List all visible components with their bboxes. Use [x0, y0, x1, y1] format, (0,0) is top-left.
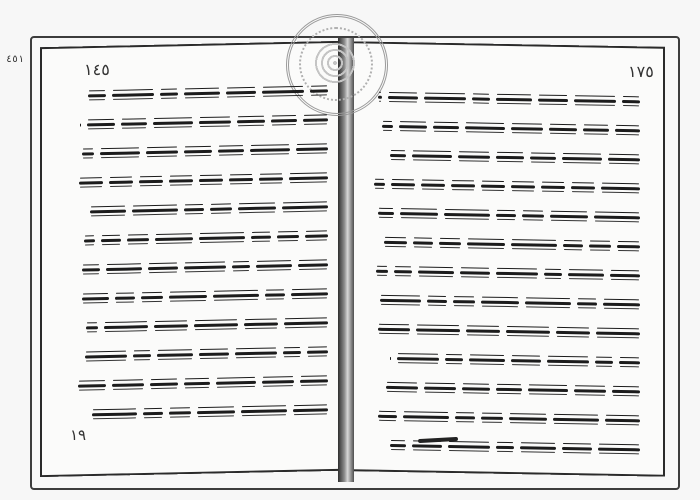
ink-stroke	[403, 415, 449, 419]
ink-stroke	[397, 357, 439, 361]
ink-stroke	[303, 118, 328, 122]
ink-stroke	[160, 93, 178, 96]
ink-stroke	[127, 238, 149, 241]
manuscript-line	[78, 257, 328, 280]
manuscript-line	[372, 90, 640, 113]
ink-stroke	[433, 126, 459, 129]
ink-stroke	[237, 120, 265, 124]
ink-stroke	[210, 207, 232, 210]
ink-stroke	[199, 120, 231, 124]
ink-stroke	[563, 244, 583, 247]
ink-stroke	[605, 419, 640, 423]
ink-stroke	[544, 273, 562, 276]
ink-stroke	[82, 297, 109, 301]
ink-stroke	[424, 97, 466, 101]
seal-center	[313, 41, 357, 85]
ink-stroke	[400, 212, 438, 216]
ink-stroke	[528, 388, 568, 392]
ink-stroke	[547, 360, 589, 364]
ink-stroke	[445, 358, 463, 361]
ink-stroke	[226, 91, 256, 95]
ink-stroke	[199, 352, 229, 356]
ink-stroke	[238, 206, 276, 210]
ink-stroke	[538, 99, 568, 103]
ink-stroke	[568, 273, 604, 277]
ink-stroke	[241, 409, 287, 413]
ink-stroke	[184, 208, 204, 211]
ink-stroke	[583, 128, 609, 131]
ink-stroke	[310, 89, 328, 92]
ink-stroke	[511, 185, 535, 188]
ink-stroke	[391, 183, 415, 186]
ink-stroke	[418, 270, 454, 274]
manuscript-line	[78, 286, 328, 309]
ink-stroke	[412, 154, 452, 158]
manuscript-line	[372, 351, 640, 374]
folio-number-right: ١٧٥	[628, 62, 654, 81]
ink-stroke	[388, 96, 418, 100]
ink-stroke	[277, 235, 299, 238]
ink-stroke	[603, 303, 640, 307]
ink-stroke	[92, 412, 137, 416]
manuscript-line	[372, 235, 640, 258]
ink-stroke	[472, 97, 490, 100]
ink-stroke	[82, 152, 94, 155]
left-page-text-block	[78, 83, 328, 436]
ink-stroke	[262, 380, 294, 384]
ink-stroke	[184, 382, 210, 386]
ink-stroke	[85, 355, 127, 359]
ink-stroke	[413, 241, 433, 244]
ink-stroke	[100, 151, 140, 155]
ink-stroke	[298, 263, 328, 267]
ink-stroke	[550, 215, 588, 219]
ink-stroke	[601, 187, 640, 191]
ink-stroke	[291, 292, 328, 296]
ink-stroke	[133, 354, 151, 357]
ink-stroke	[232, 265, 250, 268]
manuscript-line	[372, 322, 640, 345]
ink-stroke	[307, 350, 328, 353]
ink-stroke	[305, 234, 328, 237]
ink-stroke	[571, 186, 595, 189]
ink-stroke	[511, 359, 541, 363]
ink-stroke	[520, 446, 556, 450]
ink-stroke	[511, 243, 557, 247]
ink-stroke	[218, 149, 244, 153]
manuscript-line	[372, 293, 640, 316]
ink-stroke	[115, 296, 135, 299]
manuscript-line	[78, 199, 328, 222]
manuscript-line	[78, 112, 328, 135]
manuscript-line	[372, 409, 640, 432]
ink-stroke	[448, 445, 490, 449]
ink-stroke	[617, 245, 640, 248]
ink-stroke	[577, 302, 597, 305]
ink-stroke	[506, 330, 550, 334]
ink-stroke	[541, 186, 565, 189]
ink-stroke	[235, 351, 277, 355]
folio-number-bottom: ١٩	[70, 426, 87, 444]
ink-stroke	[386, 386, 418, 390]
manuscript-line	[78, 141, 328, 164]
ink-stroke	[465, 126, 505, 130]
ink-stroke	[421, 184, 445, 187]
ink-stroke	[595, 361, 613, 364]
ink-stroke	[244, 322, 278, 326]
ink-stroke	[390, 444, 406, 447]
catalog-mark: ٤٥١	[6, 54, 25, 65]
right-page-text-block	[372, 90, 640, 472]
manuscript-line	[372, 148, 640, 171]
ink-stroke	[197, 410, 235, 414]
ink-stroke	[82, 268, 100, 271]
ink-stroke	[139, 180, 163, 184]
ink-stroke	[112, 93, 154, 97]
ink-stroke	[380, 299, 421, 303]
ink-stroke	[509, 417, 547, 421]
ink-stroke	[283, 351, 301, 354]
ink-stroke	[458, 155, 490, 159]
ink-stroke	[157, 353, 193, 357]
ink-stroke	[574, 99, 616, 103]
ink-stroke	[382, 125, 393, 128]
ink-stroke	[453, 300, 475, 303]
ink-stroke	[511, 127, 543, 131]
ink-stroke	[184, 266, 226, 270]
ink-stroke	[522, 214, 544, 217]
ink-stroke	[87, 123, 115, 127]
ink-stroke	[496, 214, 516, 217]
manuscript-line	[372, 380, 640, 403]
manuscript-line	[372, 206, 640, 229]
ink-stroke	[496, 98, 532, 102]
ink-stroke	[451, 184, 475, 187]
ink-stroke	[300, 379, 328, 383]
ink-stroke	[184, 92, 220, 96]
ink-stroke	[467, 242, 505, 246]
ink-stroke	[589, 244, 611, 247]
ink-stroke	[90, 210, 126, 214]
ink-stroke	[150, 383, 178, 387]
ink-stroke	[169, 411, 191, 414]
ink-stroke	[86, 326, 98, 329]
ink-stroke	[390, 154, 406, 157]
ink-stroke	[154, 324, 188, 328]
ink-stroke	[553, 418, 599, 422]
ink-stroke	[460, 271, 490, 275]
ink-stroke	[481, 417, 503, 420]
ink-stroke	[229, 178, 253, 182]
manuscript-line	[78, 83, 328, 106]
manuscript-line	[372, 119, 640, 142]
manuscript-line	[78, 373, 328, 396]
ink-stroke	[289, 176, 328, 180]
ink-stroke	[271, 119, 297, 123]
manuscript-line	[78, 344, 328, 367]
ink-stroke	[84, 239, 95, 242]
ink-stroke	[199, 236, 245, 240]
ink-stroke	[153, 121, 193, 125]
ink-stroke	[293, 408, 328, 412]
ink-stroke	[378, 212, 394, 215]
ink-stroke	[101, 239, 121, 242]
ink-stroke	[496, 156, 524, 159]
ink-stroke	[378, 96, 382, 99]
ink-stroke	[374, 183, 385, 186]
ink-stroke	[262, 90, 304, 94]
ink-stroke	[104, 325, 148, 329]
ink-stroke	[612, 390, 640, 393]
ink-stroke	[412, 444, 442, 448]
ink-stroke	[496, 446, 514, 449]
ink-stroke	[378, 328, 410, 332]
ink-stroke	[384, 241, 407, 244]
ink-stroke	[146, 151, 178, 155]
ink-stroke	[143, 412, 163, 415]
ink-stroke	[109, 180, 133, 184]
ink-stroke	[169, 295, 207, 299]
ink-stroke	[378, 415, 397, 418]
ink-stroke	[622, 100, 640, 103]
ink-stroke	[216, 381, 256, 385]
ink-stroke	[194, 323, 238, 327]
ink-stroke	[112, 383, 144, 387]
ink-stroke	[481, 301, 519, 305]
ink-stroke	[455, 416, 475, 419]
ink-stroke	[132, 209, 178, 213]
ink-stroke	[594, 216, 640, 220]
ink-stroke	[424, 387, 456, 391]
ink-stroke	[496, 388, 522, 391]
manuscript-line	[372, 438, 640, 461]
folio-number-left: ١٤٥	[84, 60, 110, 79]
ink-stroke	[598, 448, 640, 452]
ink-stroke	[265, 293, 285, 296]
ink-stroke	[256, 264, 292, 268]
ink-stroke	[481, 185, 505, 188]
manuscript-line	[78, 170, 328, 193]
ink-stroke	[106, 267, 142, 271]
ink-stroke	[250, 148, 290, 152]
manuscript-line	[372, 264, 640, 287]
ink-stroke	[376, 270, 388, 273]
ink-stroke	[574, 389, 606, 393]
ink-stroke	[394, 270, 412, 273]
manuscript-line	[78, 228, 328, 251]
ink-stroke	[184, 150, 212, 154]
ink-stroke	[469, 358, 505, 362]
ink-stroke	[416, 328, 460, 332]
ink-stroke	[155, 237, 193, 241]
ink-stroke	[148, 267, 178, 271]
ink-stroke	[282, 205, 328, 209]
manuscript-line	[78, 315, 328, 338]
ink-stroke	[562, 157, 602, 161]
ink-stroke	[121, 122, 147, 126]
ink-stroke	[199, 179, 223, 183]
ink-stroke	[259, 177, 283, 181]
ink-stroke	[619, 361, 640, 364]
ink-stroke	[427, 300, 447, 303]
ink-stroke	[462, 387, 490, 390]
ink-stroke	[530, 156, 556, 159]
ink-stroke	[525, 301, 571, 305]
ink-stroke	[608, 158, 640, 162]
ink-stroke	[284, 321, 328, 325]
ink-stroke	[562, 447, 592, 451]
ink-stroke	[596, 332, 640, 336]
ink-stroke	[496, 272, 538, 276]
ink-stroke	[549, 128, 577, 131]
ink-stroke	[615, 129, 640, 132]
ink-stroke	[466, 329, 500, 333]
ink-stroke	[399, 125, 427, 128]
ink-stroke	[141, 296, 163, 299]
ink-stroke	[88, 94, 106, 97]
ink-stroke	[444, 213, 490, 217]
ink-stroke	[169, 179, 193, 183]
manuscript-line	[372, 177, 640, 200]
ink-stroke	[296, 147, 328, 151]
ink-stroke	[79, 181, 103, 185]
ink-stroke	[251, 236, 271, 239]
ink-stroke	[80, 124, 81, 127]
manuscript-line	[78, 402, 328, 425]
ink-stroke	[78, 384, 106, 388]
ink-stroke	[213, 294, 259, 298]
ink-stroke	[439, 242, 461, 245]
ink-stroke	[556, 331, 590, 335]
ink-stroke	[610, 274, 640, 278]
ink-stroke	[390, 357, 391, 360]
